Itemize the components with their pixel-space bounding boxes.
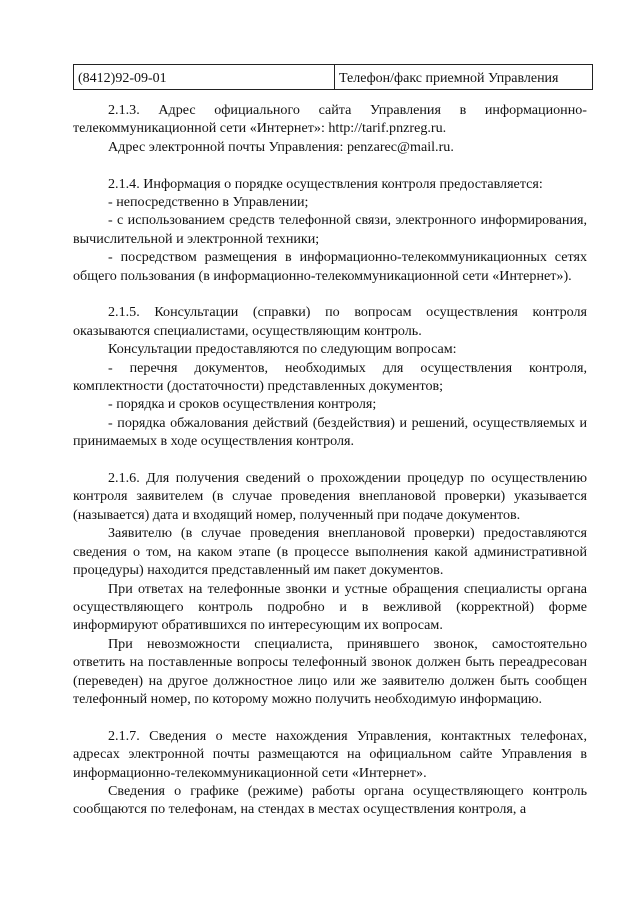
document-body <box>73 101 587 819</box>
paragraph: 2.1.7. Сведения о месте нахождения Управления, контактных телефонах, адресах электронной почты размещаются на официальном сайте Управления в информационно-телекоммуникационной сети «Интернет». <box>73 727 587 781</box>
paragraph: 2.1.6. Для получения сведений о прохождении процедур по осуществлению контроля заявителем (в случае проведения внеплановой проверки) указывается (называется) дата и входящий номер, полученный при подаче документов. <box>73 470 587 523</box>
paragraph: Консультации предоставляются по следующим вопросам: <box>108 341 457 358</box>
paragraph: При невозможности специалиста, принявшего звонок, самостоятельно ответить на поставленные вопросы телефонный звонок должен быть переадресован (переведен) на другое должностное лицо или же заявителю должен быть сообщен телефонный номер, по которому можно получить необходимую информацию. <box>73 635 587 707</box>
paragraph: - перечня документов, необходимых для осуществления контроля, комплектности (достаточности) представленных документов; <box>73 359 587 395</box>
paragraph: 2.1.3. Адрес официального сайта Управления в информационно-телекоммуникационной сети «Интернет»: http://tarif.pnzreg.ru. <box>73 102 587 137</box>
paragraph-gap <box>73 708 587 726</box>
paragraph-gap <box>73 285 587 303</box>
phone-number-cell: (8412)92-09-01 <box>74 65 335 90</box>
paragraph: При ответах на телефонные звонки и устные обращения специалисты органа осуществляющего контроль подробно и в вежливой (корректной) форме информируют обратившихся по интересующим их вопросам. <box>73 580 587 634</box>
paragraph-gap <box>73 451 587 469</box>
paragraph: Заявителю (в случае проведения внеплановой проверки) предоставляются сведения о том, на каком этапе (в процессе выполнения какой административной процедуры) находится представленный им пакет документов. <box>73 525 587 579</box>
paragraph: - посредством размещения в информационно-телекоммуникационных сетях общего пользования (в информационно-телекоммуникационной сети «Интернет»). <box>73 249 587 284</box>
paragraph: 2.1.5. Консультации (справки) по вопросам осуществления контроля оказываются специалистами, осуществляющим контроль. <box>73 304 587 339</box>
phone-label-cell: Телефон/факс приемной Управления <box>335 65 593 90</box>
paragraph: - непосредственно в Управлении; <box>108 194 309 211</box>
paragraph-gap <box>73 156 587 174</box>
paragraph: - порядка и сроков осуществления контроля; <box>108 396 377 413</box>
paragraph: Сведения о графике (режиме) работы органа осуществляющего контроль сообщаются по телефонам, на стендах в местах осуществления контроля, а <box>73 782 587 818</box>
paragraph: - порядка обжалования действий (бездействия) и решений, осуществляемых и принимаемых в ходе осуществления контроля. <box>73 414 587 450</box>
paragraph: - с использованием средств телефонной связи, электронного информирования, вычислительной и электронной техники; <box>73 212 587 247</box>
paragraph: 2.1.4. Информация о порядке осуществления контроля предоставляется: <box>108 175 543 192</box>
paragraph: Адрес электронной почты Управления: penzarec@mail.ru. <box>108 138 454 155</box>
contact-row <box>74 65 593 90</box>
contact-table <box>73 64 593 90</box>
